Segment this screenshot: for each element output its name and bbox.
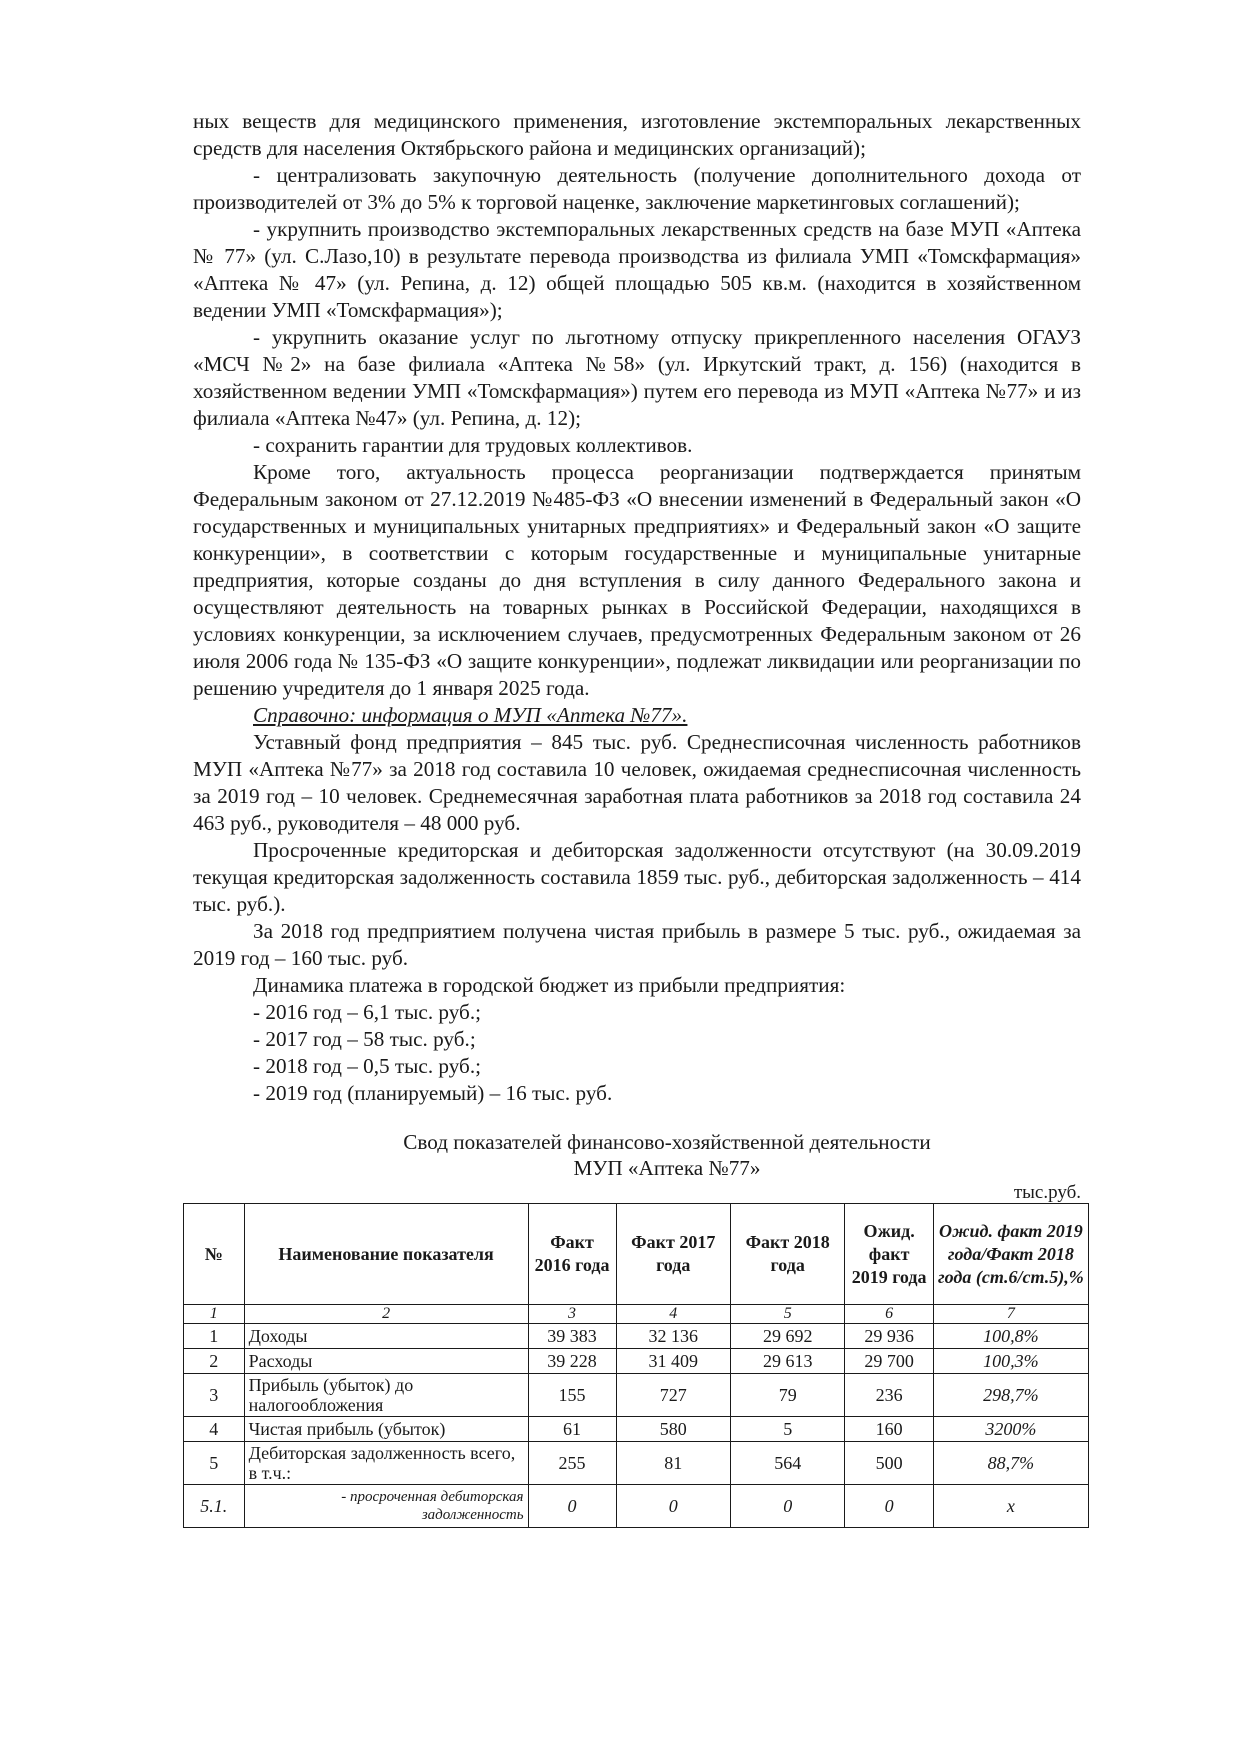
row-number: 3 [184, 1374, 245, 1417]
table-header-row [184, 1204, 1089, 1305]
budget-payment-item: - 2017 год – 58 тыс. руб.; [253, 1027, 476, 1051]
row-name: Доходы [244, 1324, 528, 1349]
table-row [184, 1417, 1089, 1442]
table-title-line1: Свод показателей финансово-хозяйственной деятельности [403, 1130, 931, 1154]
row-number: 4 [184, 1417, 245, 1442]
header-name: Наименование показателя [244, 1204, 528, 1305]
cell-ratio: 88,7% [933, 1442, 1088, 1485]
cell-2019: 236 [845, 1374, 933, 1417]
cell-2019: 160 [845, 1417, 933, 1442]
cell-2018: 79 [730, 1374, 844, 1417]
cell-2017: 580 [616, 1417, 730, 1442]
column-number-row [184, 1305, 1089, 1324]
cell-2018: 29 613 [730, 1349, 844, 1374]
column-number: 7 [933, 1305, 1088, 1324]
header-expected-2019: Ожид. факт 2019 года [845, 1204, 933, 1305]
cell-2019: 29 700 [845, 1349, 933, 1374]
row-name: - просроченная дебиторская задолженность [244, 1485, 528, 1528]
budget-payment-item: - 2018 год – 0,5 тыс. руб.; [253, 1054, 482, 1078]
paragraph: - укрупнить оказание услуг по льготному отпуску прикрепленного населения ОГАУЗ «МСЧ №2» на базе филиала «Аптека №58» (ул. Иркутский тракт, д. 156) (находится в хозяйственном ведении УМП «Томскфармация») путем его перевода из МУП «Аптека №77» и из филиала «Аптека №47» (ул. Репина, д. 12); [193, 325, 1081, 430]
column-number: 1 [184, 1305, 245, 1324]
table-row [184, 1324, 1089, 1349]
row-name: Чистая прибыль (убыток) [244, 1417, 528, 1442]
cell-ratio: 298,7% [933, 1374, 1088, 1417]
cell-2016: 61 [528, 1417, 616, 1442]
reference-heading: Справочно: информация о МУП «Аптека №77». [253, 703, 688, 727]
header-fact-2016: Факт 2016 года [528, 1204, 616, 1305]
cell-2017: 32 136 [616, 1324, 730, 1349]
table-title-line2: МУП «Аптека №77» [573, 1156, 761, 1180]
table-row [184, 1442, 1089, 1485]
paragraph: Просроченные кредиторская и дебиторская задолженности отсутствуют (на 30.09.2019 текущая кредиторская задолженность составила 1859 тыс. руб., дебиторская задолженность – 414 тыс. руб.). [193, 838, 1081, 916]
row-number: 2 [184, 1349, 245, 1374]
cell-2019: 0 [845, 1485, 933, 1528]
table-unit: тыс.руб. [1013, 1182, 1081, 1203]
cell-2018: 29 692 [730, 1324, 844, 1349]
cell-ratio: x [933, 1485, 1088, 1528]
column-number: 6 [845, 1305, 933, 1324]
header-ratio: Ожид. факт 2019 года/Факт 2018 года (ст.6/ст.5),% [933, 1204, 1088, 1305]
header-fact-2018: Факт 2018 года [730, 1204, 844, 1305]
cell-2018: 0 [730, 1485, 844, 1528]
cell-2019: 29 936 [845, 1324, 933, 1349]
header-number: № [184, 1204, 245, 1305]
paragraph: - сохранить гарантии для трудовых коллективов. [253, 433, 693, 457]
cell-ratio: 3200% [933, 1417, 1088, 1442]
cell-2016: 155 [528, 1374, 616, 1417]
cell-2019: 500 [845, 1442, 933, 1485]
cell-2017: 81 [616, 1442, 730, 1485]
cell-2017: 31 409 [616, 1349, 730, 1374]
column-number: 2 [244, 1305, 528, 1324]
row-number: 5.1. [184, 1485, 245, 1528]
row-number: 5 [184, 1442, 245, 1485]
paragraph: - укрупнить производство экстемпоральных лекарственных средств на базе МУП «Аптека № 77» (ул. С.Лазо,10) в результате перевода производства из филиала УМП «Томскфармация» «Аптека № 47» (ул. Репина, д. 12) общей площадью 505 кв.м. (находится в хозяйственном ведении УМП «Томскфармация»); [193, 217, 1081, 322]
cell-ratio: 100,3% [933, 1349, 1088, 1374]
cell-2018: 5 [730, 1417, 844, 1442]
paragraph: Уставный фонд предприятия – 845 тыс. руб. Среднесписочная численность работников МУП «Аптека №77» за 2018 год составила 10 человек, ожидаемая среднесписочная численность за 2019 год – 10 человек. Среднемесячная заработная плата работников за 2018 год составила 24 463 руб., руководителя – 48 000 руб. [193, 730, 1081, 835]
cell-2017: 727 [616, 1374, 730, 1417]
cell-2016: 0 [528, 1485, 616, 1528]
cell-2016: 39 228 [528, 1349, 616, 1374]
paragraph: Динамика платежа в городской бюджет из прибыли предприятия: [253, 973, 846, 997]
column-number: 3 [528, 1305, 616, 1324]
table-row [184, 1349, 1089, 1374]
row-name: Расходы [244, 1349, 528, 1374]
paragraph: За 2018 год предприятием получена чистая прибыль в размере 5 тыс. руб., ожидаемая за 2019 год – 160 тыс. руб. [193, 919, 1081, 970]
budget-payment-item: - 2019 год (планируемый) – 16 тыс. руб. [253, 1081, 613, 1105]
paragraph: - централизовать закупочную деятельность (получение дополнительного дохода от производителей от 3% до 5% к торговой наценке, заключение маркетинговых соглашений); [193, 163, 1081, 214]
cell-2016: 255 [528, 1442, 616, 1485]
header-fact-2017: Факт 2017 года [616, 1204, 730, 1305]
table-row [184, 1485, 1089, 1528]
budget-payment-item: - 2016 год – 6,1 тыс. руб.; [253, 1000, 482, 1024]
table-title [253, 1129, 1081, 1181]
financial-indicators-table [183, 1203, 1089, 1528]
cell-2017: 0 [616, 1485, 730, 1528]
column-number: 4 [616, 1305, 730, 1324]
row-name: Дебиторская задолженность всего, в т.ч.: [244, 1442, 528, 1485]
cell-2016: 39 383 [528, 1324, 616, 1349]
paragraph: ных веществ для медицинского применения, изготовление экстемпоральных лекарственных средств для населения Октябрьского района и медицинских организаций); [193, 109, 1081, 160]
column-number: 5 [730, 1305, 844, 1324]
paragraph: Кроме того, актуальность процесса реорганизации подтверждается принятым Федеральным законом от 27.12.2019 №485-ФЗ «О внесении изменений в Федеральный закон «О государственных и муниципальных унитарных предприятиях» и Федеральный закон «О защите конкуренции», в соответствии с которым государственные и муниципальные унитарные предприятия, которые созданы до дня вступления в силу данного Федерального закона и осуществляют деятельность на товарных рынках в Российской Федерации, находящихся в условиях конкуренции, за исключением случаев, предусмотренных Федеральным законом от 26 июля 2006 года № 135-ФЗ «О защите конкуренции», подлежат ликвидации или реорганизации по решению учредителя до 1 января 2025 года. [193, 460, 1081, 700]
document-page [193, 108, 1084, 1528]
row-name: Прибыль (убыток) до налогообложения [244, 1374, 528, 1417]
cell-ratio: 100,8% [933, 1324, 1088, 1349]
cell-2018: 564 [730, 1442, 844, 1485]
table-row [184, 1374, 1089, 1417]
row-number: 1 [184, 1324, 245, 1349]
